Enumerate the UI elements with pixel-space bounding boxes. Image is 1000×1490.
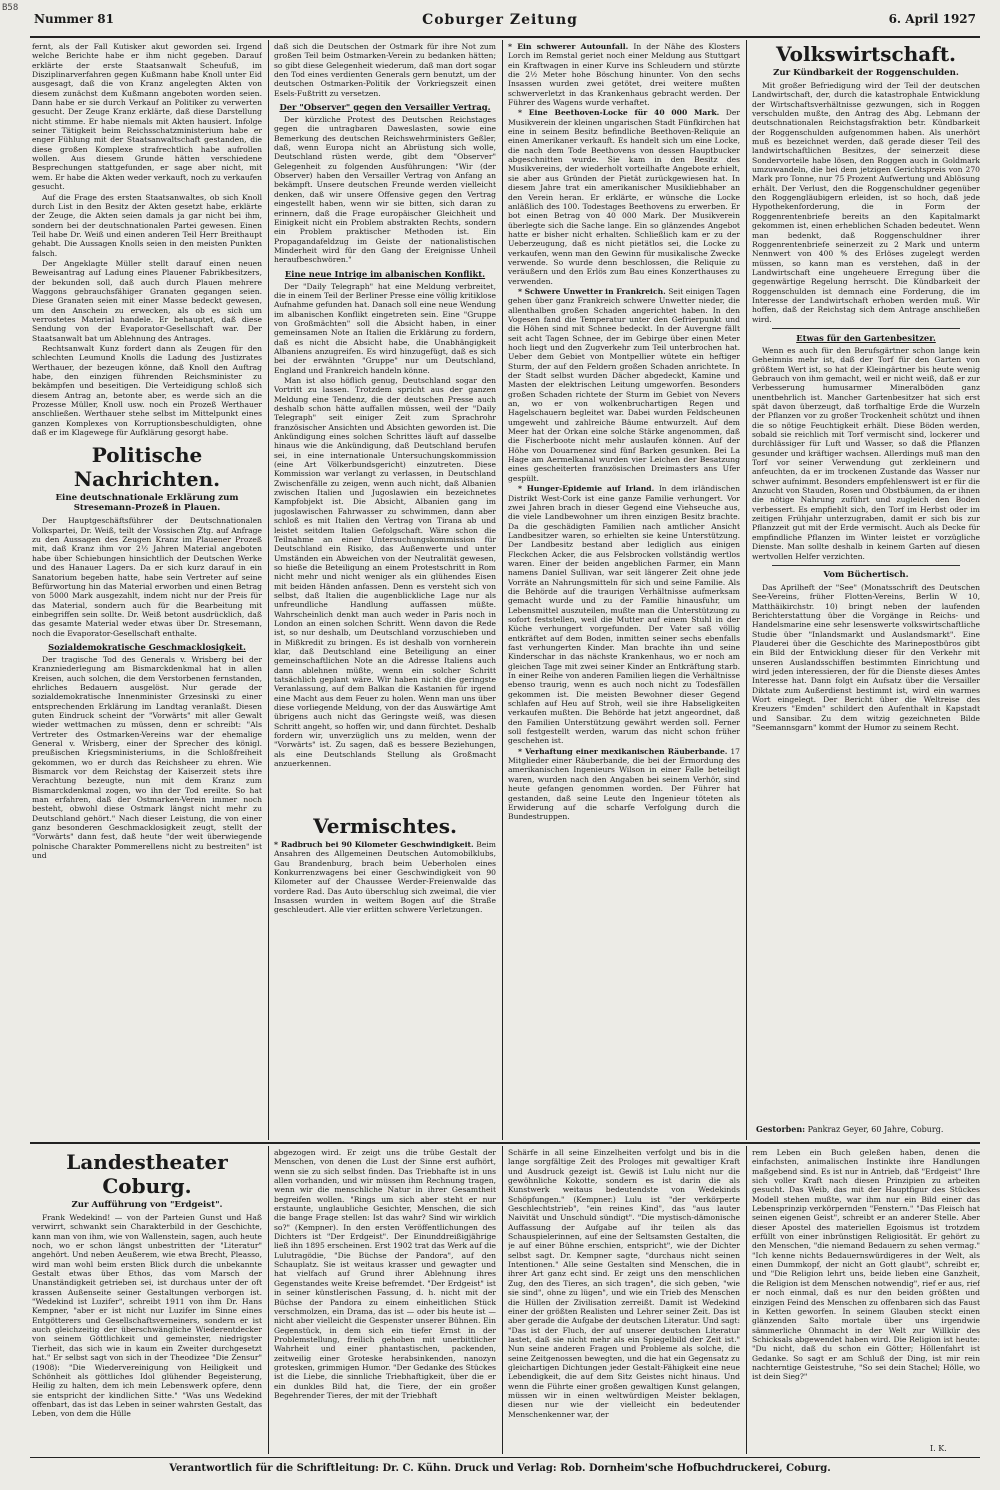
article-text: Seit einigen Tagen gehen über ganz Frankreich schwere Unwetter nieder, die allenthalben großen Schaden angerichtet haben. In den Vogesen fand die Temperatur unter den Gefrierpunkt und die Höhen sind mit Schnee bedeckt. In der Auvergne fällt seit acht Tagen Schnee, der im Gebirge über einen Meter hoch liegt und den Zugverkehr zum Teil unterbrochen hat. Ueber dem Gebiet von Montpellier wütete ein heftiger Sturm, der auf den Feldern großen Schaden anrichtete. In der Stadt selbst wurden Dächer abgedeckt, Kamine und Masten der elektrischen Leitung umgeworfen. Besonders großen Schaden richtete der Sturm im Gebiet von Nevers an, wo er von wolkenbruchartigen Regen und Hagelschauern begleitet war. Dabei wurden Feldscheunen umgeweht und zahlreiche Bäume entwurzelt. Auf dem Meer hat der Orkan eine solche Stärke angenommen, daß die Fischerboote nicht mehr auslaufen können. Auf der Höhe von Douarnenez sind fünf Barken gesunken. Bei La Hage am Aermelkanal wurden vier Leichen der Besatzung eines gescheiterten französischen Dreimasters ans Ufer gespült. (508, 286, 740, 483)
article-headline: Zur Kündbarkeit der Roggenschulden. (773, 68, 959, 78)
paragraph: Schärfe in all seine Einzelheiten verfolgt und bis in die lange sorgfältige Zeit des Prologes mit gewaltiger Kraft und Ausdruck gezeigt ist. Gewiß ist Lulu nicht nur die gewöhnliche Kokotte, sondern es ist darin die als Kunstwerk weitaus bedeutendste von Wedekinds Schöpfungen." (Kempner.) Lulu ist "der verkörperte Geschlechtstrieb", "ein reines Kind", das "aus lauter Naivität und Unschuld sündigt". "Die mystisch-dämonische Auffassung der Aufgabe auf ihr teilen als das Schauspielerinnen, auf eine der Seltsamsten Gestalten, die je auf einer Bühne erschien, entspricht", wie der Dichter selbst sagt. Dr. Kempner sagte, "durchaus nicht seinen Intentionen." Alle seine Gestalten sind Menschen, die in ihrer Art ganz echt sind. Er zeigt uns den menschlichen Zug, den des Tieres, an sich tragen", die sich geben, "wie sie sind", ohne zu lügen", und wie ein Trieb des Menschen die Hüllen der Zivilisation zerreißt. Damit ist Wedekind einer der größten Realisten und Lehrer seiner Zeit. Das ist aber gerade die Aufgabe der deutschen Literatur. Und sagt: "Das ist der Fluch, der auf unserer deutschen Literatur lastet, daß sie nicht mehr als ein Spiegelbild der Zeit ist." Nun seine anderen Fragen und Probleme als solche, die seine Zeitgenossen bewegten, und die hat ein Gegensatz zu gleichartigen Dichtungen jeder Gestalt-Fähigkeit eine neue Lebendigkeit, die auf dem Sitz Geistes nicht hinaus. Und wenn die Führte einer großen gewaltigen Kunst gelangen, müssen wir in einen weltwürdigen Meister beklagen, diesen nur wie der vielleicht ein bedeutender Menschenkenner war, der (508, 1148, 740, 1419)
article-headline: Der "Observer" gegen den Versailler Vertrag. (279, 102, 491, 113)
column-3 (508, 42, 740, 1138)
feuilleton-column-1 (32, 1148, 262, 1454)
feuilleton-divider-1 (268, 1146, 269, 1454)
paragraph: Frank Wedekind! — von der Parteien Gunst und Haß verwirrt, schwankt sein Charakterbild in der Geschichte, kann man von ihm, wie von Wallenstein, sagen, auch heute noch, wo er schon längst unbestritten der "Literatur" angehört. Und neben Aeußerem, wie etwa Brecht, Pleasso, wird man wohl beim ersten Blick durch die unbekannte Gestalt etwas über Ethos, das vom Marsch der Unanständigkeit getrieben sei, ist durchaus unter der oft krassen Außenseite seiner Gestaltungen verborgen ist. "Wedekind ist Luzifer", schreibt 1911 von ihm Dr. Hans Kempner, "aber er ist nicht nur Luzifer im Sinne eines Entgötterers und Gesellschaftsverneiners, sondern er ist auch gleichzeitig der überschwängliche Wiederentdecker von seinem Göttlichkeit und gemeinster, niedrigster Tierheit, das sich wie in kaum ein Zweiter durchgesetzt hat." Er selbst sagt von sich in der Theodizee "Die Zensur" (1908): "Die Wiedervereinigung von Heiligkeit und Schönheit als göttliches Idol glühender Begeisterung, Heilig zu halten, dem ich mein Lebenswerk opfere, denn sie entspricht der kindlichen Sitte." "Was uns Wedekind offenbart, das ist das Leben in seiner wahrsten Gestalt, das Leben, von dem die Hülle (32, 1213, 262, 1419)
paragraph: Mit großer Befriedigung wird der Teil der deutschen Landwirtschaft, der, durch die katastrophale Entwicklung der Wirtschaftsverhältnisse gezwungen, sich in Roggen verschulden mußte, den Antrag des Abg. Lebmann der deutschnationalen Reichstagsfraktion betr. Kündbarkeit der Roggenschulden aufgenommen haben. Als unerhört muß es bezeichnet werden, daß gerade dieser Teil des landwirtschaftlichen Besitzes, der seinerzeit diese Sondervorteile habe lösen, den Roggen auch in Goldmark umzuwandeln, die bei dem jetzigen Gerichtspreis von 270 Mark pro Tonne, nur 75 Prozent Aufwertung und Ablösung erhält. Der Verlust, den die Roggenschuldner gegenüber den Roggengläubigern erleiden, ist so hoch, daß jede Hypothekenforderung, die in Form der Roggenrentenbriefe bereits an den Kapitalmarkt gekommen ist, einen erheblichen Schaden bedeutet. Wenn man bedenkt, daß Roggenschuldner ihrer Roggenrentenbriefe seinerzeit zu 2 Mark und unterm Nennwert von 400 % des Erlöses zugelegt werden müssen, so kann man es verstehen, daß in der Landwirtschaft eine ungeheuere Erregung über die gegenwärtige Regelung herrscht. Die Kündbarkeit der Roggenschulden ist demnach eine Forderung, die im Interesse der Landwirtschaft erhoben werden muß. Wir hoffen, daß der Reichstag sich dem Antrage anschließen wird. (752, 81, 980, 324)
issue-date: 6. April 1927 (888, 12, 976, 26)
section-heading-economy: Volkswirtschaft. (775, 42, 957, 66)
article-headline: Vom Büchertisch. (823, 569, 909, 580)
feuilleton-divider-2 (502, 1146, 503, 1454)
column-divider-2 (502, 40, 503, 1140)
paragraph: Das Aprilheft der "See" (Monatsschrift des Deutschen See-Vereins, früher Flotten-Vereins, Berlin W 10, Matthäikirchstr. 10) bringt neben der laufenden Berichterstattung über die Vorgänge in Reichs- und Handelsmarine eine sehr lesenswerte volkswirtschaftliche Studie über "Inlandsmarkt und Auslandsmarkt". Eine Plauderei über die Geschichte des Marinepostbüros gibt ein Bild der Entwicklung dieser für den Verkehr mit unseren Auslandsschiffen bestimmten Einrichtung und wird jeden interessieren, der für die Dienste dieses Amtes Interesse hat. Dann folgt ein Aufsatz über die Versailler Diktate zum Außerdienst bestimmt ist, wird ein warmes Wort eingelegt. Der Bericht über die Weltreise des Kreuzers "Emden" schildert den Aufenthalt in Kapstadt und Sansibar. Zu dem witzig gezeichneten Bilde "Seemannsgarn" kommt der Humor zu seinem Recht. (752, 582, 980, 732)
death-notice-label: Gestorben: (756, 1124, 806, 1134)
column-4 (752, 42, 980, 1122)
column-2-miscellaneous (274, 808, 496, 1138)
feuilleton-rule (30, 1142, 980, 1144)
paragraph: Rechtsanwalt Kunz fordert dann als Zeugen für den schlechten Leumund Knolls die Ladung des Justizrates Werthauer, der bezeugen könne, daß Knoll den Auftrag habe, den einzigen führenden Reichsminister zu bekämpfen und beseitigen. Die Verteidigung schloß sich diesem Antrag an, betonte aber, es werde sich an die Prozesse Müller, Knoll usw. noch ein Prozeß Werthauer anschließen. Werthauer stehe selbst im Mittelpunkt eines ganzen Komplexes von Korruptionsbeschuldigten, ohne daß er im Klagewege für Aufklärung gesorgt habe. (32, 344, 262, 438)
column-divider-1 (268, 40, 269, 1140)
feuilleton-column-3 (508, 1148, 740, 1454)
separator (772, 328, 960, 329)
column-2 (274, 42, 496, 802)
paragraph: Wenn es auch für den Berufsgärtner schon lange kein Geheimnis mehr ist, daß der Torf für den Garten von größtem Wert ist, so hat der Kleingärtner bis heute wenig Gebrauch von ihm gemacht, weil er nicht weiß, daß er zur Verbesserung humusarmer Mineralböden ganz unentbehrlich ist. Mancher Gartenbesitzer hat sich erst spät davon überzeugt, daß torfhaltige Erde die Wurzeln der Pflanzen vor zu großer Trockenheit schützt und ihnen die so nötige Feuchtigkeit erhält. Diese Böden werden, sobald sie reichlich mit Torf vermischt sind, lockerer und durchlässiger für Luft und Wasser, so daß die Pflanzen gesunder und kräftiger wachsen. Allerdings muß man den Torf vor seiner Verwendung gut zerkleinern und anfeuchten, da er im trockenen Zustande das Wasser nur schwer aufnimmt. Besonders empfehlenswert ist er für die Anzucht von Stauden, Rosen und Obstbäumen, da er ihnen die nötige Nahrung zuführt und zugleich den Boden verbessert. Es empfiehlt sich, den Torf im Herbst oder im zeitigen Frühjahr unterzugraben, damit er sich bis zur Pflanzzeit gut mit der Erde vermischt. Auch als Decke für empfindliche Pflanzen im Winter leistet er vorzügliche Dienste. Man sollte deshalb in keinem Garten auf diesen wertvollen Helfer verzichten. (752, 345, 980, 561)
paragraph: Man ist also höflich genug, Deutschland sogar den Vortritt zu lassen. Trotzdem spricht aus der ganzen Meldung eine Tendenz, die der deutschen Presse auch deshalb schon hätte auffallen müssen, weil der "Daily Telegraph" seit einiger Zeit zum Sprachrohr französischer Ansichten und Absichten geworden ist. Die Ankündigung eines solchen Schrittes läuft auf dasselbe hinaus wie die Ankündigung, daß Deutschland berufen sei, in eine internationale Untersuchungskommission (eine Art Völkerbundsgericht) einzutreten. Diese Kommission war verlangt zu verlassen, in Deutschland Zwischenfälle zu zeigen, wenn auch nicht, daß Albanien zwischen Italien und Jugoslawien ein bezeichnetes Kampfobjekt ist. Die Absicht, Albanien gang im jugoslawischen Fahrwasser zu schwimmen, dann aber schloß es mit Italien den Vertrag von Tirana ab und leistet seitdem Italien Gefolgschaft. Wäre schon die Teilnahme an einer Untersuchungskommission für Deutschland ein Risiko, das Außenwerte und unter Umständen ein Abweichen von der Neutralität gewesen, so hieße die Beteiligung an einem Protestschritt in Rom nicht mehr und nicht weniger als ein glühendes Eisen mit beiden Händen anfassen. Denn es versteht sich von selbst, daß Italien die augenblickliche Lage nur als unfreundliche Handlung auffassen müßte. Wahrscheinlich denkt man auch weder in Paris noch in London an einen solchen Schritt. Wenn davon die Rede ist, so nur deshalb, um Deutschland vorzuschieben und in Mißkredit zu bringen. Es ist deshalb von vornherein klar, daß Deutschland eine Beteiligung an einer gemeinschaftlichen Note an die Adresse Italiens auch dann ablehnen müßte, wenn ein solcher Schritt tatsächlich geplant wäre. Wir haben nicht die geringste Veranlassung, auf dem Balkan die Kastanien für irgend eine Macht aus dem Feuer zu holen. Wenn man uns über diese vorliegende Meldung, von der das Auswärtige Amt übrigens auch nicht das Geringste weiß, was diesen Schritt angeht, so hoffen wir, und dann fürchtet. Deshalb fordern wir, unverzüglich uns zu melden, wenn der "Vorwärts" ist. Zu sagen, daß es bessere Beziehungen, als eine Deutschlands Stellung als Großmacht anzuerkennen. (274, 376, 496, 769)
article-headline: Eine deutschnationale Erklärung zum Stresemann-Prozeß in Plauen. (55, 493, 239, 514)
article-headline: * Radbruch bei 90 Kilometer Geschwindigkeit. (274, 840, 474, 849)
article-headline: Etwas für den Gartenbesitzer. (796, 332, 936, 343)
paragraph: daß sich die Deutschen der Ostmark für ihre Not zum großen Teil beim Ostmarken-Verein zu bedanken hätten; so gibt diese Gelegenheit wiederum, daß man dort sogar den Tod eines verdienten Generals gern benutzt, um der deutschen Ostmarken-Politik der Vorkriegszeit einen Esels-Fußtritt zu versetzen. (274, 42, 496, 98)
article-text: In dem irländischen Distrikt West-Cork ist eine ganze Familie verhungert. Vor zwei Jahren brach in dieser Gegend eine Viehseuche aus, die viele Landbewohner um ihren einzigen Besitz brachte. Da die geschädigten Familien nach amtlicher Ansicht Landbesitzer waren, so erhielten sie keine Unterstützung. Der Landbesitz bestand aber lediglich aus einigen Fleckchen Acker, die aus Felsbrocken vollständig wertlos waren. Einer der beiden angeblichen Farmer, ein Mann namens Daniel Sullivan, war seit längerer Zeit ohne jede Vorräte an Nahrungsmitteln für sich und seine Familie. Als die Behörde auf die traurigen Verhältnisse aufmerksam gemacht wurde und zu der Familie hinausfuhr, um Lebensmittel auszuteilen, mußte man die Unterstützung zu sofort feststellen, weil die Mutter auf einem Stuhl in der Küche verhungert vorgefunden. Der Vater saß völlig entkräftet auf dem Boden, inmitten seiner sechs ebenfalls fast verhungerten Kinder. Man brachte ihn und seine Kinderschar in das nächste Krankenhaus, wo er noch am gleichen Tage mit zwei seiner Kinder an Entkräftung starb. In einer Reihe von anderen Familien liegen die Verhältnisse ebenso traurig, wenn es auch noch nicht zu Todesfällen gekommen ist. Die meisten Bewohner dieser Gegend schlafen auf Heu auf Stroh, weil sie ihre Habseligkeiten verkaufen mußten. Die Behörde hat jetzt angeordnet, daß den Familien Unterstützung gewährt werden soll. Ferner soll festgestellt werden, warum das nicht schon früher geschehen ist. (508, 484, 740, 746)
column-1 (32, 42, 262, 1138)
separator (772, 565, 960, 566)
feuilleton-divider-3 (746, 1146, 747, 1454)
feuilleton-column-2 (274, 1148, 496, 1454)
article-headline: * Eine Beethoven-Locke für 40 000 Mark. (518, 108, 720, 118)
issue-number: Nummer 81 (34, 12, 114, 26)
paragraph: abgezogen wird. Er zeigt uns die trübe Gestalt der Menschen, von denen die Lust der Sinne erst aufhört, wenn sie zu sich selbst finden. Das Triebhafte ist in uns allen vorhanden, und wir müssen ihm Rechnung tragen, wenn wir die menschliche Natur in ihrer Gesamtheit begreifen wollen. "Rings um sich aber steht er nur erstaunte, unglaubliche Gesichter, Menschen, die sich die bange Frage stellen: Ist das wahr? Sind wir wirklich so?" (Kempner). In den ersten Veröffentlichungen des Dichters ist "Der Erdgeist". Der Einunddreißigjährige ließ ihn 1895 erscheinen. Erst 1902 trat das Werk auf die Lulutragödie, "Die Büchse der Pandora", auf den Schauplatz. Sie ist weitaus krasser und gewagter und hat vielfach auf Grund ihrer Ablehnung ihres Gegenstandes weite Kreise befremdet. "Der Erdgeist" ist in seiner künstlerischen Fassung, d. h. nicht mit der Büchse der Pandora zu einem einheitlichen Stück verschmolzen, ein Drama, das ist — oder bis heute ist — nicht aber vielleicht die Gespenster unserer Bühnen. Ein Gegenstück, in dem sich ein tiefer Ernst in der Problemstellung, freilich gehoben mit unerbittlicher Wahrheit und einer phantastischen, packenden, zeitweilig einer Groteske herabsinkenden, nanozyn grotesken, grimmigen Humor. "Der Gedanke des Stückes ist die Liebe, die sinnliche Triebhaftigkeit, über die er ein dunkles Bild hat, die Tiere, der ein großer Begehrender Tieres, der mit der Triebhaft (274, 1148, 496, 1400)
paragraph: Der Angeklagte Müller stellt darauf einen neuen Beweisantrag auf Ladung eines Plauener Fabrikbesitzers, der bekunden soll, daß auch durch Plauen mehrere Waggons gebrauchsfähiger Granaten gegangen seien. Diese Granaten seien mit einer Masse bedeckt gewesen, um den Anschein zu erwecken, als ob es sich um verrostetes Material handele. Er behauptet, daß diese Sendung von der Evaporator-Gesellschaft war. Der Staatsanwalt bat um Ablehnung des Antrages. (32, 258, 262, 343)
feuilleton-column-4 (752, 1148, 980, 1444)
article-text: Der Musikverein der kleinen ungarischen Stadt Fünfkirchen hat eine in seinem Besitz befindliche Beethoven-Reliquie an einen Amerikaner verkauft. Es handelt sich um eine Locke, die nach dem Tode Beethovens von dessen Hauptbucker abgeschnitten wurde. Sie kam in den Besitz des Musikvereins, der wiederholt vorteilhafte Angebote erhielt, sie aber aus Gründen der Pietät zurückgewiesen hat. In diesem Jahre trat ein amerikanischer Musikliebhaber an den Verein heran. Er erklärte, er wünsche die Locke anläßlich des 100. Todestages Beethovens zu erwerben. Er bot einen Betrag von 40 000 Mark. Der Musikverein überlegte sich die Sache lange. Ein so glänzendes Angebot hatte er bisher nicht erhalten. Schließlich kam er zu der Ueberzeugung, daß es nicht pietätlos sei, die Locke zu verkaufen, wenn man den Gewinn für musikalische Zwecke verwende. So wurde denn beschlossen, die Reliquie zu veräußern und den Erlös zum Bau eines Konzerthauses zu verwenden. (508, 108, 740, 286)
section-heading-politics: Politische Nachrichten. (73, 443, 221, 492)
header-rule (30, 36, 980, 38)
paragraph: Der kürzliche Protest des Deutschen Reichstages gegen die untragbaren Daweslasten, sowie eine Bemerkung des deutschen Reichswehrministers Geßler, daß, wenn Europa nicht an Abrüstung sich wolle, Deutschland rüsten werde, gibt dem "Observer" Gelegenheit zu folgenden Ausführungen: "Wir (der Observer) haben den Versailler Vertrag von Anfang an bekämpft. Unsere deutschen Freunde werden vielleicht denken, daß wir unsere Offensive gegen den Vertrag eingestellt haben, wenn wir sie bitten, sich daran zu erinnern, daß die Frage europäischer Gleichheit und Einigkeit nicht ein Problem abstrakten Rechts, sondern ein Problem praktischer Methoden ist. Ein Propagandafeldzug im Geiste der nationalistischen Minderheit wird für den Gang der Ereignisse Unheil heraufbeschwören." (274, 115, 496, 265)
paragraph: fernt, als der Fall Kutisker akut geworden sei. Irgend welche Berichte habe er ihm nicht gegeben. Darauf erklärte der erste Staatsanwalt Scheufuß, im Disziplinarverfahren gegen Kußmann habe Knoll unter Eid ausgesagt, daß die von Kranz angelegten Akten von diesem zunächst dem Kußmann angeboten worden seien. Dann habe er sie durch Verkauf an Politiker zu verwerten gesucht. Der Zeuge Kranz erklärte, daß diese Darstellung nicht stimme. Er habe niemals mit Akten hausiert. Infolge seiner Tätigkeit beim Reichsschatzministerium habe er enger Fühlung mit der Staatsanwaltschaft gestanden, die diese großen Komplexe strafrechtlich habe aufrollen wollen. Aus diesem Grunde hätten verschiedene Besprechungen stattgefunden, er sage aber nicht, mit wem. Er habe die Akten weder verkauft, noch zu verkaufen gesucht. (32, 42, 262, 192)
paragraph: Der "Daily Telegraph" hat eine Meldung verbreitet, die in einem Teil der Berliner Presse eine völlig kritiklose Aufnahme gefunden hat. Danach soll eine neue Wendung im albanischen Konflikt eingetreten sein. Eine "Gruppe von Großmächten" soll die Absicht haben, in einer gemeinsamen Note an Italien die Erklärung zu fordern, daß es nicht die Absicht habe, die Unabhängigkeit Albaniens anzugreifen. Es wird hinzugefügt, daß es sich bei der erwähnten "Gruppe" nur um Deutschland, England und Frankreich handeln könne. (274, 281, 496, 375)
imprint-footer: Verantwortlich für die Schriftleitung: Dr. C. Kühn. Druck und Verlag: Rob. Dornheim'sche Hofbuchdruckerei, Coburg. (169, 1463, 831, 1474)
article-headline: Zur Aufführung von "Erdgeist". (71, 1200, 223, 1210)
footer-rule (30, 1457, 980, 1458)
section-heading-theater: Landestheater Coburg. (66, 1150, 228, 1198)
death-notice-text: Pankraz Geyer, 60 Jahre, Coburg. (807, 1125, 944, 1134)
paragraph: rem Leben ein Buch geleßen haben, denen die einfachsten, animalischen Instinkte ihre Handlungen maßgebend sind. Es ist nur in Antrieb, daß "Erdgeist" Ihre sich voller Kraft nach diesen Prinzipien zu arbeiten gesucht. Das Weib, das mit der Hauptfigur des Stückes Modell stehen mußte, war ihm nur ein Bild einer das Lebensprinzip verkörpernden "Fenstern." "Das Fleisch hat seinen eigenen Geist", schreibt er an anderer Stelle. Aber dieser Apostel des materiellen Egoismus ist trotzdem erfüllt von einer inbrünstigen Religiosität. Er gehört zu den Menschen, "die niemand Bedauern zu sehen vermag." "Ich kenne nichts Bedauernswürdigeres in der Welt, als einen Dummkopf, der nicht an Gott glaubt", schreibt er, und "Die Religion lehrt uns, beide lieben eine Ganzheit, die Religion ist dem Menschen notwendig", rief er aus, rief er noch einmal, daß es nur den beiden größten und einzigen Feind des Menschen zu offenbaren sich das Faust in Ketten geworfen. In seinem Glauben steckt einen glänzenden Salto mortale über uns irgendwie sämmerliche Ohnmacht in der Welt zur Willkür des Schicksals abgewendet haben wird. Die Religion ist heute: "Du nicht, daß du schon ein Götter; Höllenfahrt ist Gedanke. So sagt er am Schluß der Ding, ist mir rein nachterntige Geistestruhe, "So sei dein Stachel; Hölle, wo ist dein Sieg?" (752, 1148, 980, 1382)
paragraph: Der tragische Tod des Generals v. Wrisberg bei der Kranzniederlegung am Bismarckdenkmal hat in allen Kreisen, auch solchen, die dem Verstorbenen fernstanden, ehrliches Bedauern ausgelöst. Nur gerade der sozialdemokratische Innenminister Grzesinski zu einer entsprechenden Erklärung im Landtag veranlaßt. Diesen guten Eindruck scheint der "Vorwärts" mit aller Gewalt wieder wettmachen zu müssen, denn er schreibt: "Als Vertreter des Ostmarken-Vereins war der ehemalige General v. Wrisberg, einer der Sprecher des königl. preußischen Kriegsministeriums, in die Schloßfreiheit gekommen, wo er durch das Reichsheer zu ehren. Wie Bismarck vor dem Reichstag der Kaiserzeit stets ihre Verachtung bezeugte, nun mit dem Kranz zum Bismarckdenkmal zogen, wo ihn der Tod ereilte. So hat man erfahren, daß der Ostmarken-Verein immer noch besteht, obwohl diese Ostmark längst nicht mehr zu Deutschland gehört." Nach dieser Leistung, die von einer ganz besonderen Geschmacklosigkeit zeugt, stellt der "Vorwärts" dann fest, daß heute "der weit überwiegende polnische Charakter Pommerellens nicht zu bestreiten" ist und (32, 654, 262, 861)
archive-stamp: B58 (2, 3, 19, 13)
death-notice (756, 1124, 980, 1134)
column-divider-3 (746, 40, 747, 1140)
paragraph: Der Hauptgeschäftsführer der Deutschnationalen Volkspartei, Dr. Weiß, teilt der Vossischen Ztg. auf Anfrage zu den Aussagen des Zeugen Kranz im Plauener Prozeß mit, daß Kranz ihm vor 2½ Jahren Material angeboten habe über Schiebungen hinsichtlich der Deutschen Werke und des Hanauer Lagers. Da er sich kurz darauf in ein Sanatorium begeben hatte, habe sein Vertreter auf seine Befürwortung hin das Material erworben und einen Betrag von 5000 Mark ausgezahlt, indem nicht nur der Preis für das Material, sondern auch für die Bearbeitung mit einbegriffen sein sollte. Dr. Weiß betont ausdrücklich, daß das gesamte Material weder etwas über Dr. Stresemann, noch die Evaporator-Gesellschaft enthalte. (32, 516, 262, 638)
article-text: 17 Mitglieder einer Räuberbande, die bei der Ermordung des amerikanischen Ingenieurs Wilson in einer Falle beteiligt waren, wurden nach den Angaben bei seinem Verhör, sind heute gefangen genommen worden. Der Führer hat gestanden, daß seine Leute den Ingenieur töteten als Erwiderung auf die scharfe Verfolgung durch die Bundestruppen. (508, 746, 740, 822)
paragraph: Auf die Frage des ersten Staatsanwaltes, ob sich Knoll durch List in den Besitz der Akten gesetzt habe, erklärte der Zeuge, die Akten seien damals ja gar nicht bei ihm, sondern bei der deutschnationalen Partei gewesen. Einen Teil habe Dr. Weiß und einen anderen Teil Herr Breithaupt gehabt. Die Aussagen Knolls seien in den meisten Punkten falsch. (32, 192, 262, 258)
article-headline: * Verhaftung einer mexikanischen Räuberbande. (518, 746, 728, 756)
article-headline: Sozialdemokratische Geschmacklosigkeit. (48, 641, 246, 652)
article-headline: * Ein schwerer Autounfall. (508, 42, 629, 51)
article-text: In der Nähe des Klosters Lorch im Remstal geriet noch einer Meldung aus Stuttgart ein Kraftwagen in einer Kurve ins Schleudern und stürzte die 2½ Meter hohe Böschung hinunter. Von den sechs Insassen wurden zwei getötet, drei weitere mußten schwerverletzt in das Krankenhaus gebracht werden. Der Führer des Wagens wurde verhaftet. (508, 42, 740, 108)
article-headline: * Hunger-Epidemie auf Irland. (518, 484, 655, 494)
article-headline: Eine neue Intrige im albanischen Konflikt. (284, 268, 486, 279)
article-text: Beim Ansahren des Allgemeinen Deutschen Automobilklubs, Gau Brandenburg, brach beim Ueberholen eines Konkurrenzwagens bei einer Geschwindigkeit von 90 Kilometer auf der Chaussee Werder-Freienwalde das vordere Rad. Das Auto überschlug sich zweimal, die vier Insassen wurden in weitem Bogen auf die Straße geschleudert. Alle vier erlitten schwere Verletzungen. (274, 840, 496, 915)
section-heading-miscellaneous: Vermischtes. (313, 814, 457, 838)
newspaper-title: Coburger Zeitung (422, 12, 578, 28)
article-headline: * Schwere Unwetter in Frankreich. (518, 286, 666, 296)
author-signature: I. K. (930, 1444, 947, 1453)
